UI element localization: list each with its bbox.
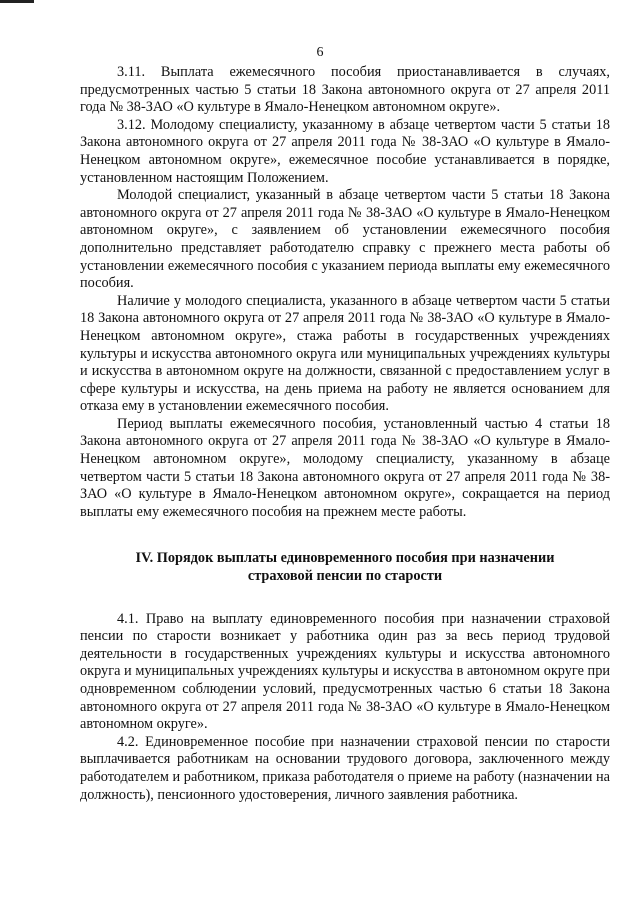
paragraph-3-12-experience: Наличие у молодого специалиста, указанного в абзаце четвертом части 5 статьи 18 Закона автономного округа от 27 апреля 2011 года № 38-ЗАО «О культуре в Ямало-Ненецком автономном округе», стажа работы в государственных учреждениях культуры и искусства автономного округа или муниципальных учреждениях культуры и искусства в автономном округе на должности, связанной с предоставлением услуг в сфере культуры и искусства, на день приема на работу не является основанием для отказа ему в установлении ежемесячного пособия. [80,292,610,415]
paragraph-3-12: 3.12. Молодому специалисту, указанному в абзаце четвертом части 5 статьи 18 Закона автономного округа от 27 апреля 2011 года № 38-ЗАО «О культуре в Ямало-Ненецком автономном округе», ежемесячное пособие устанавливается в порядке, установленном настоящим Положением. [80,116,610,186]
paragraph-4-2: 4.2. Единовременное пособие при назначении страховой пенсии по старости выплачивается работникам на основании трудового договора, заключенного между работодателем и работником, приказа работодателя о приеме на работу (назначении на должность), пенсионного удостоверения, личного заявления работника. [80,733,610,803]
paragraph-3-11: 3.11. Выплата ежемесячного пособия приостанавливается в случаях, предусмотренных частью 5 статьи 18 Закона автономного округа от 27 апреля 2011 года № 38-ЗАО «О культуре в Ямало-Ненецком автономном округе». [80,64,610,116]
page-number: 6 [316,45,324,60]
paragraph-3-12-young-specialist: Молодой специалист, указанный в абзаце четвертом части 5 статьи 18 Закона автономного округа от 27 апреля 2011 года № 38-ЗАО «О культуре в Ямало-Ненецком автономном округе», с заявлением об установлении ежемесячного пособия дополнительно представляет работодателю справку с прежнего места работы об установлении ежемесячного пособия с указанием периода выплаты ему ежемесячного пособия. [80,187,610,292]
section-4-heading-line-2: страховой пенсии по старости [247,568,443,585]
section-4-heading [80,550,610,585]
paragraph-3-12-period: Период выплаты ежемесячного пособия, установленный частью 4 статьи 18 Закона автономного округа от 27 апреля 2011 года № 38-ЗАО «О культуре в Ямало-Ненецком автономном округе», молодому специалисту, указанному в абзаце четвертом части 5 статьи 18 Закона автономного округа от 27 апреля 2011 года № 38-ЗАО «О культуре в Ямало-Ненецком автономном округе», сокращается на период выплаты ему ежемесячного пособия на прежнем месте работы. [80,415,610,520]
paragraph-4-1: 4.1. Право на выплату единовременного пособия при назначении страховой пенсии по старости возникает у работника один раз за весь период трудовой деятельности в государственных учреждениях культуры и искусства автономного округа и муниципальных учреждениях культуры и искусства в автономном округе при одновременном соблюдении условий, предусмотренных частью 6 статьи 18 Закона автономного округа от 27 апреля 2011 года № 38-ЗАО «О культуре в Ямало-Ненецком автономном округе». [80,610,610,733]
section-4-heading-line-1: IV. Порядок выплаты единовременного пособия при назначении [135,550,555,567]
document-body [80,64,610,804]
